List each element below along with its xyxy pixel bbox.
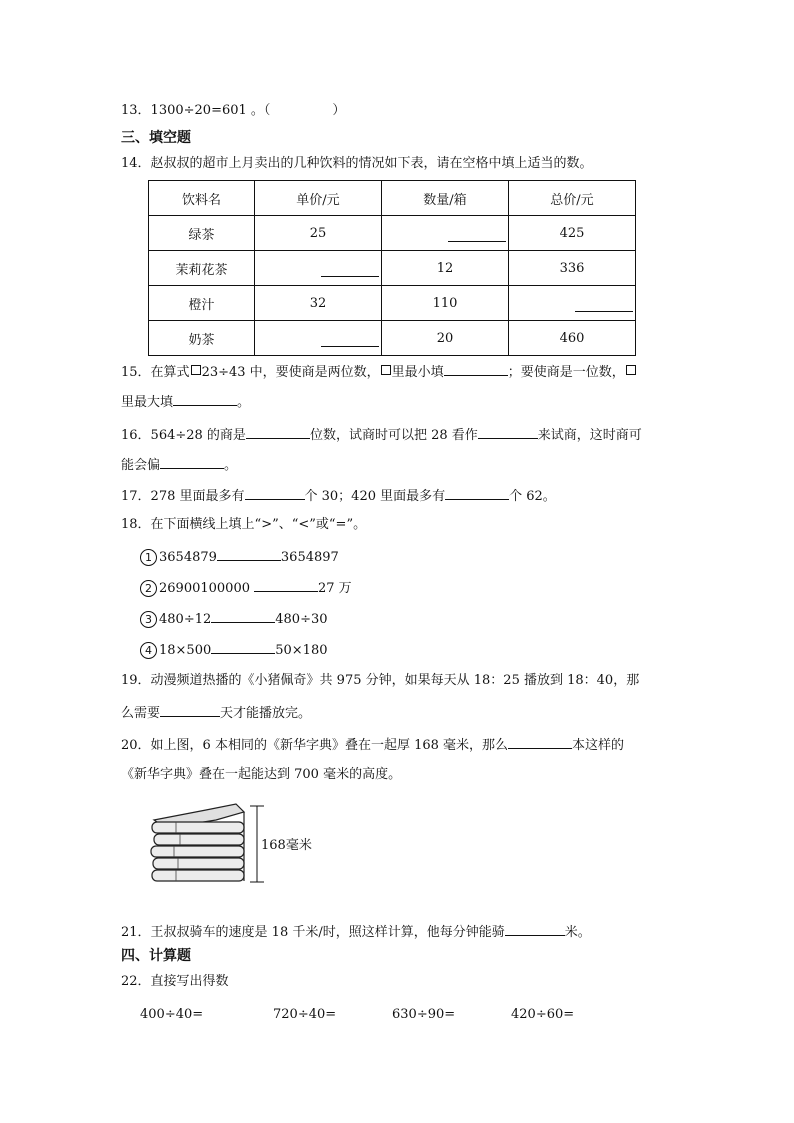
box-icon	[191, 365, 201, 375]
table-header: 总价/元	[509, 181, 636, 216]
table-header: 单价/元	[255, 181, 382, 216]
compare-item	[140, 546, 339, 568]
calc-item: 420÷60=	[511, 1007, 575, 1022]
question-number: 14．	[121, 156, 151, 171]
question-text: 里最小填	[391, 365, 444, 380]
table-row	[149, 286, 636, 321]
answer-blank[interactable]	[211, 639, 275, 654]
table-cell: 茉莉花茶	[149, 251, 255, 286]
calc-item: 630÷90=	[392, 1007, 456, 1022]
table-cell: 460	[509, 321, 636, 356]
table-cell: 32	[255, 286, 382, 321]
table-header: 饮料名	[149, 181, 255, 216]
question-13	[121, 101, 345, 121]
question-19-cont	[121, 702, 311, 724]
section-heading-calculation: 四、计算题	[121, 948, 191, 964]
table-cell-blank[interactable]	[255, 321, 382, 356]
answer-blank[interactable]	[508, 734, 572, 749]
table-row	[149, 216, 636, 251]
question-text: 个 62。	[509, 489, 556, 504]
table-cell: 25	[255, 216, 382, 251]
question-18	[121, 515, 366, 535]
compare-left: 26900100000	[159, 581, 250, 596]
question-text: 米。	[564, 925, 591, 940]
table-header: 数量/箱	[382, 181, 509, 216]
answer-blank[interactable]	[217, 546, 281, 561]
question-text: 赵叔叔的超市上月卖出的几种饮料的情况如下表，请在空格中填上适当的数。	[150, 156, 593, 171]
compare-left: 3654879	[159, 550, 217, 565]
question-text: 。	[224, 458, 238, 473]
question-text: 王叔叔骑车的速度是 18 千米/时，照这样计算，他每分钟能骑	[150, 925, 505, 940]
compare-item	[140, 639, 328, 661]
answer-blank[interactable]	[245, 485, 305, 500]
compare-left: 480÷12	[159, 612, 212, 627]
answer-blank[interactable]	[160, 702, 220, 717]
answer-blank[interactable]	[246, 424, 310, 439]
circled-number: 2	[140, 580, 157, 597]
calc-item: 720÷40=	[273, 1007, 337, 1022]
compare-right: 27 万	[317, 581, 352, 596]
table-cell-blank[interactable]	[255, 251, 382, 286]
question-text: 个 30；420 里面最多有	[304, 489, 446, 504]
table-cell: 橙汁	[149, 286, 255, 321]
answer-blank[interactable]	[448, 241, 506, 242]
question-text: 本这样的	[572, 738, 625, 753]
question-number: 20．	[121, 738, 151, 753]
table-row	[149, 251, 636, 286]
question-text: 23÷43 中，要使商是两位数，	[201, 365, 380, 380]
answer-blank[interactable]	[160, 454, 224, 469]
circled-number: 3	[140, 611, 157, 628]
question-text: 么需要	[121, 706, 161, 721]
question-15-cont	[121, 391, 250, 413]
table-cell: 奶茶	[149, 321, 255, 356]
calc-item: 400÷40=	[140, 1007, 204, 1022]
question-text: ；要使商是一位数，	[507, 365, 625, 380]
compare-item	[140, 608, 328, 630]
answer-blank[interactable]	[478, 424, 538, 439]
question-15	[121, 361, 637, 383]
box-icon	[381, 365, 391, 375]
question-number: 16．	[121, 428, 151, 443]
answer-blank[interactable]	[254, 577, 318, 592]
answer-blank[interactable]	[321, 346, 379, 347]
book-stack-figure	[146, 798, 312, 886]
question-text: 如上图，6 本相同的《新华字典》叠在一起厚 168 毫米，那么	[150, 738, 509, 753]
table-cell: 20	[382, 321, 509, 356]
compare-right: 50×180	[275, 643, 328, 658]
question-text: 直接写出得数	[150, 974, 229, 989]
question-14	[121, 154, 593, 174]
answer-blank[interactable]	[321, 276, 379, 277]
question-text: 能会偏	[121, 458, 161, 473]
question-number: 13．	[121, 103, 151, 118]
drinks-table	[148, 180, 636, 356]
circled-number: 1	[140, 549, 157, 566]
compare-right: 3654897	[280, 550, 339, 565]
table-cell: 绿茶	[149, 216, 255, 251]
table-row	[149, 321, 636, 356]
question-number: 17．	[121, 489, 151, 504]
question-text: 来试商，这时商可	[537, 428, 642, 443]
question-text: 在算式	[150, 365, 190, 380]
question-text: 在下面横线上填上“>”、“<”或“=”。	[150, 517, 367, 532]
question-16	[121, 424, 642, 446]
answer-blank[interactable]	[505, 921, 565, 936]
figure-height-label: 168毫米	[261, 838, 312, 853]
question-text: 《新华字典》叠在一起能达到 700 毫米的高度。	[121, 767, 402, 782]
question-text: 天才能播放完。	[220, 706, 312, 721]
question-text: 动漫频道热播的《小猪佩奇》共 975 分钟，如果每天从 18：25 播放到 18：40，那	[150, 673, 640, 688]
section-heading-fill-blank: 三、填空题	[121, 130, 191, 146]
answer-blank[interactable]	[173, 391, 237, 406]
question-22	[121, 972, 229, 992]
compare-right: 480÷30	[275, 612, 328, 627]
question-text: 里最大填	[121, 395, 174, 410]
answer-blank[interactable]	[444, 361, 508, 376]
box-icon	[626, 365, 636, 375]
question-17	[121, 485, 556, 507]
question-text: 位数，试商时可以把 28 看作	[309, 428, 478, 443]
question-text: 1300÷20=601 。（	[150, 103, 271, 118]
table-cell: 12	[382, 251, 509, 286]
compare-left: 18×500	[159, 643, 212, 658]
question-number: 19．	[121, 673, 151, 688]
question-number: 22．	[121, 974, 151, 989]
question-number: 21．	[121, 925, 151, 940]
question-number: 15．	[121, 365, 151, 380]
circled-number: 4	[140, 642, 157, 659]
table-cell: 110	[382, 286, 509, 321]
question-19	[121, 671, 639, 691]
question-text: 564÷28 的商是	[150, 428, 246, 443]
answer-blank[interactable]	[445, 485, 509, 500]
table-cell-blank[interactable]	[382, 216, 509, 251]
table-cell-blank[interactable]	[509, 286, 636, 321]
question-20	[121, 734, 624, 756]
answer-blank[interactable]	[575, 311, 633, 312]
question-21	[121, 921, 591, 943]
question-20-cont	[121, 765, 401, 785]
question-number: 18．	[121, 517, 151, 532]
table-header-row	[149, 181, 636, 216]
compare-item	[140, 577, 352, 599]
paren-close: ）	[332, 103, 346, 118]
answer-blank[interactable]	[211, 608, 275, 623]
table-cell: 336	[509, 251, 636, 286]
question-text: 278 里面最多有	[150, 489, 245, 504]
table-cell: 425	[509, 216, 636, 251]
question-16-cont	[121, 454, 237, 476]
question-text: 。	[237, 395, 251, 410]
